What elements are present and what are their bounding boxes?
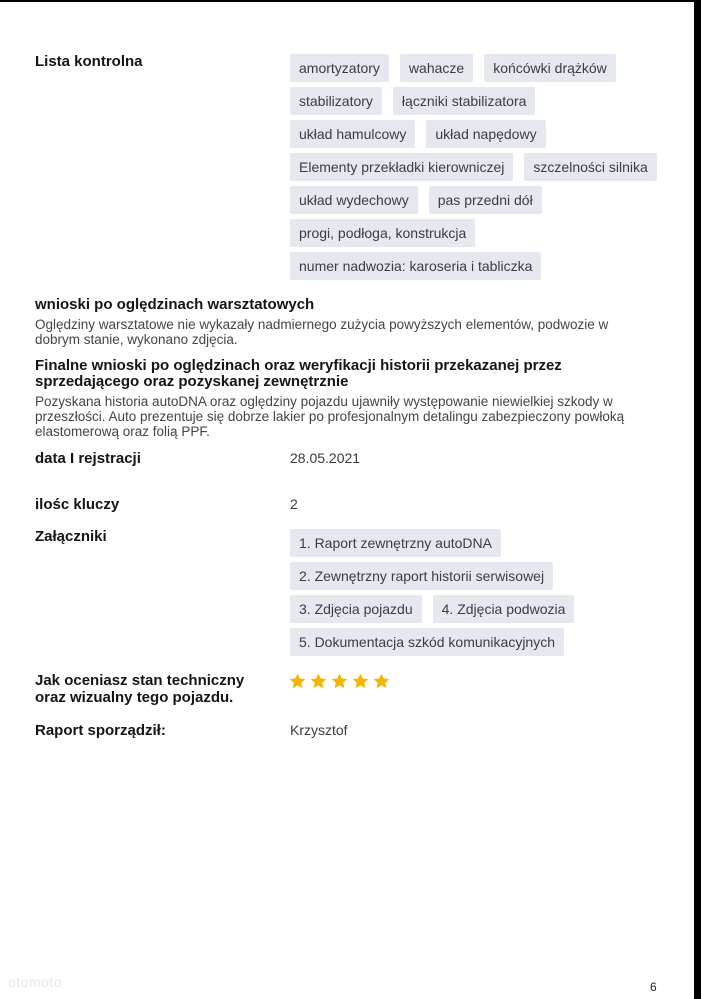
watermark-text: otomoto	[8, 974, 63, 990]
rating-stars	[288, 672, 391, 691]
star-icon	[288, 672, 307, 691]
checklist-tag: wahacze	[400, 54, 473, 82]
page-number: 6	[650, 980, 657, 994]
star-icon	[330, 672, 349, 691]
author-label: Raport sporządził:	[35, 722, 166, 739]
workshop-conclusions-title: wnioski po oględzinach warsztatowych	[35, 296, 315, 313]
keys-label: ilośc kluczy	[35, 496, 120, 513]
checklist-tag: Elementy przekładki kierowniczej	[290, 153, 513, 181]
checklist-tag: końcówki drążków	[484, 54, 616, 82]
keys-value: 2	[290, 496, 298, 512]
star-icon	[372, 672, 391, 691]
author-value: Krzysztof	[290, 722, 348, 738]
attachment-item: 5. Dokumentacja szkód komunikacyjnych	[290, 628, 564, 656]
checklist-tag: układ wydechowy	[290, 186, 418, 214]
workshop-conclusions-text: Oględziny warsztatowe nie wykazały nadmiernego zużycia powyższych elementów, podwozie w dobrym stanie, wykonano zdjęcia.	[35, 317, 609, 347]
rating-label: Jak oceniasz stan techniczny oraz wizualny tego pojazdu.	[35, 672, 245, 706]
checklist-tag: łączniki stabilizatora	[393, 87, 536, 115]
registration-label: data I rejstracji	[35, 450, 141, 467]
checklist-tag: numer nadwozia: karoseria i tabliczka	[290, 252, 541, 280]
attachment-item: 4. Zdjęcia podwozia	[433, 595, 575, 623]
attachment-item: 3. Zdjęcia pojazdu	[290, 595, 422, 623]
checklist-tag: stabilizatory	[290, 87, 382, 115]
attachment-item: 1. Raport zewnętrzny autoDNA	[290, 529, 501, 557]
checklist-tag: progi, podłoga, konstrukcja	[290, 219, 475, 247]
final-conclusions-text: Pozyskana historia autoDNA oraz oględziny pojazdu ujawniły występowanie niewielkiej szkody w przeszłości. Auto prezentuje się dobrze lakier po profesjonalnym detalingu zabezpieczony powłoką elastomerową oraz folią PPF.	[35, 394, 625, 439]
checklist-tag: pas przedni dół	[429, 186, 542, 214]
star-icon	[351, 672, 370, 691]
checklist-tag: szczelności silnika	[524, 153, 656, 181]
checklist-tag: układ napędowy	[426, 120, 545, 148]
checklist-tag: amortyzatory	[290, 54, 389, 82]
registration-value: 28.05.2021	[290, 450, 361, 466]
attachments-list	[290, 529, 660, 656]
checklist-tag: układ hamulcowy	[290, 120, 415, 148]
final-conclusions-title: Finalne wnioski po oględzinach oraz weryfikacji historii przekazanej przez sprzedającego oraz pozyskanej zewnętrznie	[35, 357, 562, 390]
checklist-label: Lista kontrolna	[35, 53, 143, 70]
report-page	[0, 2, 694, 999]
star-icon	[309, 672, 328, 691]
checklist-tags	[290, 54, 660, 280]
attachment-item: 2. Zewnętrzny raport historii serwisowej	[290, 562, 553, 590]
attachments-label: Załączniki	[35, 528, 107, 545]
